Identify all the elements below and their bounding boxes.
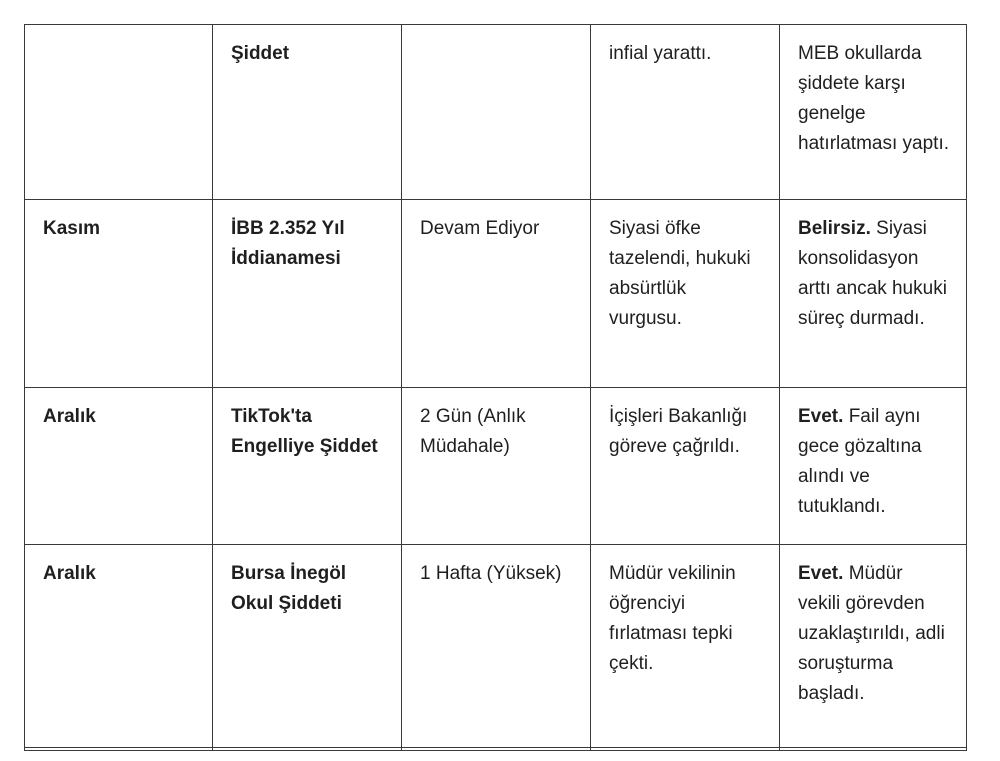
duration-text: 2 Gün (Anlık Müdahale) (420, 406, 526, 457)
month-cell (25, 545, 213, 748)
result-lead-text: Evet. (798, 563, 844, 584)
duration-cell (402, 200, 591, 388)
month-text: Aralık (43, 563, 96, 584)
duration-text: 1 Hafta (Yüksek) (420, 563, 562, 584)
duration-cell (402, 388, 591, 545)
impact-cell (591, 388, 780, 545)
table-row (25, 388, 967, 545)
result-lead-text: Evet. (798, 406, 844, 427)
events-table (24, 24, 967, 751)
event-text: Şiddet (231, 43, 290, 64)
event-cell (213, 545, 402, 748)
result-rest-text: Fail aynı gece gözaltına alındı ve tutuklandı. (798, 406, 922, 517)
impact-cell (591, 25, 780, 200)
table-row (25, 25, 967, 200)
event-text: TikTok'ta Engelliye Şiddet (231, 406, 378, 457)
month-text: Kasım (43, 218, 101, 239)
document-table-container (24, 24, 966, 751)
empty-cell (780, 748, 967, 751)
result-rest-text: MEB okullarda şiddete karşı genelge hatırlatması yaptı. (798, 43, 950, 154)
result-cell (780, 25, 967, 200)
month-cell (25, 200, 213, 388)
impact-text: İçişleri Bakanlığı göreve çağrıldı. (609, 406, 748, 457)
result-lead-text: Belirsiz. (798, 218, 871, 239)
duration-text: Devam Ediyor (420, 218, 540, 239)
impact-text: Siyasi öfke tazelendi, hukuki absürtlük vurgusu. (609, 218, 751, 329)
month-cell (25, 25, 213, 200)
result-rest-text: Siyasi konsolidasyon arttı ancak hukuki süreç durmadı. (798, 218, 947, 329)
impact-cell (591, 545, 780, 748)
empty-cell (213, 748, 402, 751)
impact-text: Müdür vekilinin öğrenciyi fırlatması tepki çekti. (609, 563, 736, 674)
result-rest-text: Müdür vekili görevden uzaklaştırıldı, adli soruşturma başladı. (798, 563, 945, 704)
event-cell (213, 388, 402, 545)
result-cell (780, 200, 967, 388)
result-cell (780, 388, 967, 545)
duration-cell (402, 545, 591, 748)
table-row-partial (25, 748, 967, 751)
event-text: İBB 2.352 Yıl İddianamesi (231, 218, 345, 269)
impact-text: infial yarattı. (609, 43, 712, 64)
empty-cell (25, 748, 213, 751)
empty-cell (402, 748, 591, 751)
table-row (25, 545, 967, 748)
event-cell (213, 200, 402, 388)
result-cell (780, 545, 967, 748)
duration-cell (402, 25, 591, 200)
empty-cell (591, 748, 780, 751)
month-cell (25, 388, 213, 545)
table-row (25, 200, 967, 388)
month-text: Aralık (43, 406, 96, 427)
event-cell (213, 25, 402, 200)
impact-cell (591, 200, 780, 388)
event-text: Bursa İnegöl Okul Şiddeti (231, 563, 347, 614)
